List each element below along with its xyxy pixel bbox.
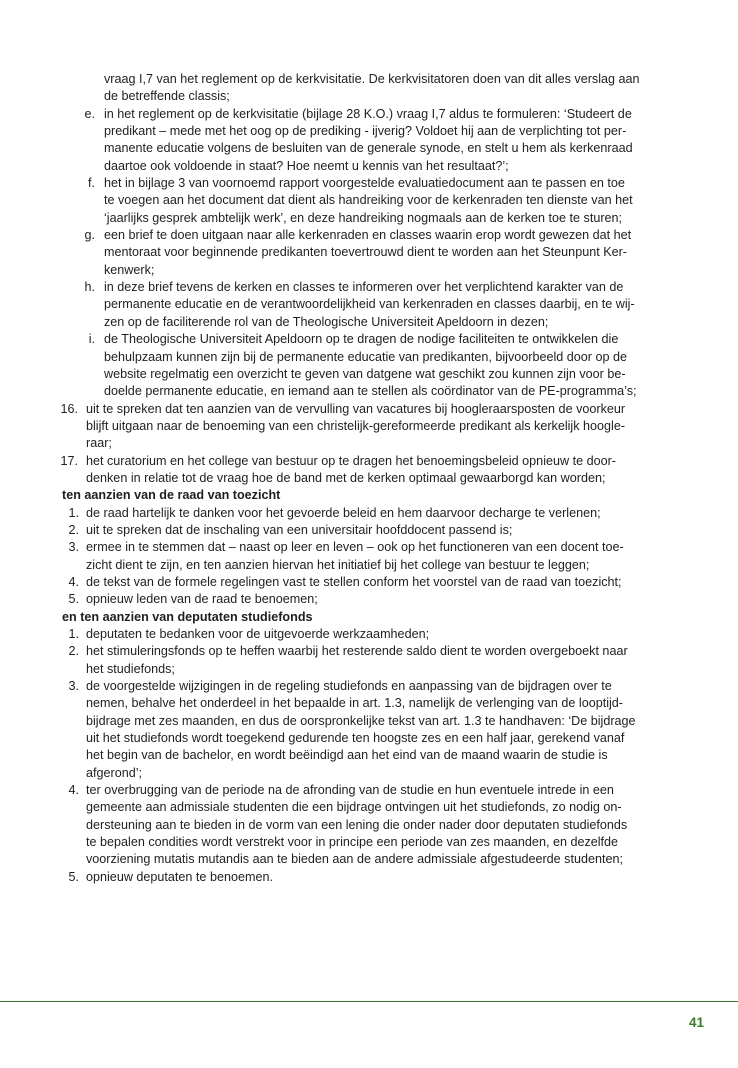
text-line bbox=[0, 695, 738, 712]
line-text: daartoe ook voldoende in staat? Hoe neemt u kennis van het resultaat?’; bbox=[104, 158, 509, 173]
line-text: opnieuw deputaten te benoemen. bbox=[86, 869, 273, 884]
text-line bbox=[0, 539, 738, 556]
list-marker: e. bbox=[84, 106, 95, 121]
line-text: kenwerk; bbox=[104, 262, 155, 277]
line-text: ‘jaarlijks gesprek ambtelijk werk’, en deze handreiking nogmaals aan de kerken toe te sturen; bbox=[104, 210, 623, 225]
list-marker: 16. bbox=[60, 401, 78, 416]
text-line bbox=[0, 140, 738, 157]
text-line bbox=[0, 366, 738, 383]
line-text: afgerond’; bbox=[86, 765, 143, 780]
text-line bbox=[0, 349, 738, 366]
document-body bbox=[0, 71, 738, 886]
text-line bbox=[0, 730, 738, 747]
line-text: manente educatie volgens de besluiten van de generale synode, en stelt u hem als kerkenraad bbox=[104, 141, 633, 156]
line-text: het stimuleringsfonds op te heffen waarbij het resterende saldo dient te worden overgeboekt naar bbox=[86, 644, 628, 659]
text-line bbox=[0, 470, 738, 487]
text-line bbox=[0, 505, 738, 522]
text-line bbox=[0, 383, 738, 400]
text-line bbox=[0, 834, 738, 851]
line-text: gemeente aan admissiale studenten die een bijdrage ontvingen uit het studiefonds, zo nodig on- bbox=[86, 800, 622, 815]
list-marker: 1. bbox=[68, 627, 79, 641]
text-line bbox=[0, 678, 738, 695]
text-line bbox=[0, 296, 738, 313]
page-number: 41 bbox=[688, 1015, 704, 1030]
line-text: ermee in te stemmen dat – naast op leer en leven – ook op het functioneren van een docent toe- bbox=[86, 540, 624, 555]
section-heading bbox=[0, 609, 738, 626]
line-text: zicht dient te zijn, en ten aanzien hiervan het initiatief bij het college van bestuur te leggen; bbox=[86, 557, 590, 572]
text-line bbox=[0, 227, 738, 244]
line-text: het curatorium en het college van bestuur op te dragen het benoemingsbeleid opnieuw te door- bbox=[86, 453, 616, 468]
line-text: mentoraat voor beginnende predikanten toevertrouwd dient te worden aan het Steunpunt Ker- bbox=[104, 245, 627, 260]
line-text: permanente educatie en de verantwoordelijkheid van kerkenraden en classes daarbij, en te wij- bbox=[104, 297, 635, 312]
text-line bbox=[0, 71, 738, 88]
text-line bbox=[0, 799, 738, 816]
line-text: ter overbrugging van de periode na de afronding van de studie en hun eventuele intrede in een bbox=[86, 783, 614, 798]
line-text: deputaten te bedanken voor de uitgevoerde werkzaamheden; bbox=[86, 627, 430, 641]
line-text: voorziening mutatis mutandis aan te bieden aan de andere admissiale afgestudeerde studenten; bbox=[86, 852, 623, 867]
line-text: behulpzaam kunnen zijn bij de permanente educatie van predikanten, bijvoorbeeld door op de bbox=[104, 349, 628, 364]
text-line bbox=[0, 591, 738, 608]
line-text: uit te spreken dat de inschaling van een universitair hoofddocent passend is; bbox=[86, 522, 513, 537]
line-text: uit het studiefonds wordt toegekend gedurende ten hoogste zes en een half jaar, gerekend vanaf bbox=[86, 731, 625, 746]
text-line bbox=[0, 123, 738, 140]
list-marker: f. bbox=[88, 176, 95, 191]
section-heading bbox=[0, 487, 738, 504]
text-line bbox=[0, 158, 738, 175]
heading-text: en ten aanzien van deputaten studiefonds bbox=[62, 609, 313, 624]
text-line bbox=[0, 279, 738, 296]
line-text: zen op de faciliterende rol van de Theologische Universiteit Apeldoorn in dezen; bbox=[104, 314, 549, 329]
list-marker: 3. bbox=[68, 540, 79, 555]
line-text: uit te spreken dat ten aanzien van de vervulling van vacatures bij hoogleraarsposten de voorkeur bbox=[86, 401, 626, 416]
list-marker: 4. bbox=[68, 574, 79, 589]
text-line bbox=[0, 175, 738, 192]
line-text: dersteuning aan te bieden in de vorm van een lening die onder nader door deputaten studiefonds bbox=[86, 817, 628, 832]
text-line bbox=[0, 435, 738, 452]
list-marker: 2. bbox=[68, 644, 79, 659]
line-text: vraag I,7 van het reglement op de kerkvisitatie. De kerkvisitatoren doen van dit alles verslag aan bbox=[104, 72, 640, 86]
line-text: in deze brief tevens de kerken en classes te informeren over het verplichtend karakter van de bbox=[104, 280, 624, 295]
text-line bbox=[0, 817, 738, 834]
line-text: de raad hartelijk te danken voor het gevoerde beleid en hem daarvoor decharge te verlenen; bbox=[86, 505, 601, 520]
text-line bbox=[0, 574, 738, 591]
list-marker: h. bbox=[84, 280, 95, 295]
line-text: de tekst van de formele regelingen vast te stellen conform het voorstel van de raad van toezicht; bbox=[86, 574, 622, 589]
text-line bbox=[0, 418, 738, 435]
line-text: het studiefonds; bbox=[86, 661, 175, 676]
line-text: de betreffende classis; bbox=[104, 89, 230, 104]
line-text: het in bijlage 3 van voornoemd rapport voorgestelde evaluatiedocument aan te passen en toe bbox=[104, 176, 625, 191]
line-text: een brief te doen uitgaan naar alle kerkenraden en classes waarin erop wordt gewezen dat het bbox=[104, 228, 632, 243]
text-line bbox=[0, 522, 738, 539]
line-text: doelde permanente educatie, en iemand aan te stellen als coördinator van de PE-programma’s; bbox=[104, 384, 637, 399]
text-line bbox=[0, 626, 738, 643]
line-text: te bepalen condities wordt verstrekt voor in principe een periode van zes maanden, en dezelfde bbox=[86, 835, 619, 850]
line-text: raar; bbox=[86, 436, 112, 451]
list-marker: 3. bbox=[68, 679, 79, 694]
text-line bbox=[0, 210, 738, 227]
line-text: het begin van de bachelor, en wordt beëindigd aan het eind van de maand waarin de studie is bbox=[86, 748, 608, 763]
text-line bbox=[0, 106, 738, 123]
heading-text: ten aanzien van de raad van toezicht bbox=[62, 488, 281, 503]
line-text: de voorgestelde wijzigingen in de regeling studiefonds en aanpassing van de bijdragen over te bbox=[86, 679, 612, 694]
list-marker: 17. bbox=[60, 453, 78, 468]
line-text: in het reglement op de kerkvisitatie (bijlage 28 K.O.) vraag I,7 aldus te formuleren: ‘Studeert de bbox=[104, 106, 632, 121]
text-line bbox=[0, 314, 738, 331]
line-text: website regelmatig een overzicht te geven van datgene wat geschikt zou kunnen zijn voor be- bbox=[104, 366, 626, 381]
list-marker: i. bbox=[88, 332, 95, 347]
list-marker: 5. bbox=[68, 592, 79, 607]
text-line bbox=[0, 869, 738, 886]
text-line bbox=[0, 713, 738, 730]
line-text: opnieuw leden van de raad te benoemen; bbox=[86, 592, 318, 607]
text-line bbox=[0, 453, 738, 470]
line-text: denken in relatie tot de vraag hoe de band met de kerken optimaal gewaarborgd kan worden; bbox=[86, 470, 606, 485]
line-text: bijdrage met zes maanden, en dus de oorspronkelijke tekst van art. 1.3 te handhaven: ‘De bijdrage bbox=[86, 713, 636, 728]
line-text: nemen, behalve het onderdeel in het bepaalde in art. 1.3, namelijk de verlenging van de looptijd- bbox=[86, 696, 623, 711]
line-text: blijft uitgaan naar de benoeming van een christelijk-gereformeerde predikant als kerkelijk hoogle- bbox=[86, 418, 626, 433]
line-text: de Theologische Universiteit Apeldoorn op te dragen de nodige faciliteiten te ontwikkelen die bbox=[104, 332, 619, 347]
line-text: predikant – mede met het oog op de prediking - ijverig? Voldoet hij aan de verplichting tot per- bbox=[104, 124, 627, 139]
text-line bbox=[0, 557, 738, 574]
text-line bbox=[0, 643, 738, 660]
text-line bbox=[0, 661, 738, 678]
text-line bbox=[0, 401, 738, 418]
list-marker: 1. bbox=[68, 505, 79, 520]
text-line bbox=[0, 747, 738, 764]
text-line bbox=[0, 765, 738, 782]
list-marker: 5. bbox=[68, 869, 79, 884]
text-line bbox=[0, 192, 738, 209]
text-line bbox=[0, 88, 738, 105]
list-marker: g. bbox=[84, 228, 95, 243]
text-line bbox=[0, 851, 738, 868]
list-marker: 4. bbox=[68, 783, 79, 798]
footer-rule bbox=[0, 1001, 738, 1002]
text-line bbox=[0, 244, 738, 261]
text-line bbox=[0, 782, 738, 799]
list-marker: 2. bbox=[68, 522, 79, 537]
text-line bbox=[0, 331, 738, 348]
line-text: te voegen aan het document dat dient als handreiking voor de kerkenraden ten dienste van het bbox=[104, 193, 633, 208]
text-line bbox=[0, 262, 738, 279]
